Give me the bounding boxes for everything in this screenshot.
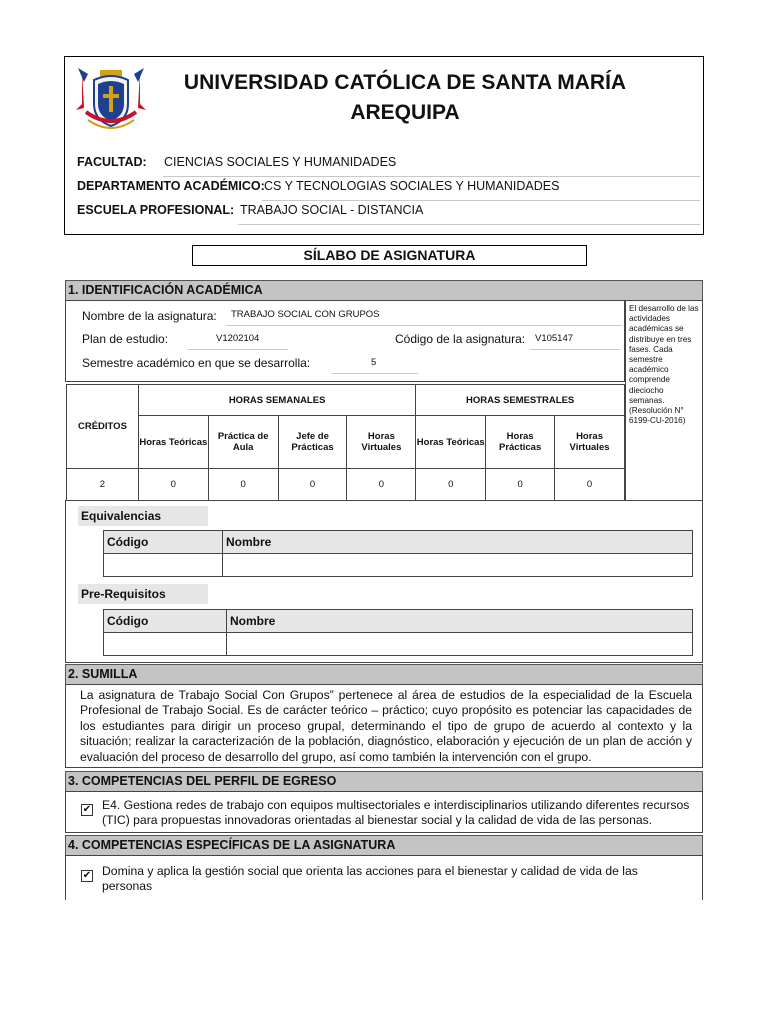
- section3-header: 3. COMPETENCIAS DEL PERFIL DE EGRESO: [65, 771, 703, 792]
- col-horas-practicas-sem: Horas Prácticas: [486, 416, 555, 469]
- equivalencias-nombre-cell: [223, 554, 693, 577]
- horas-semanales-header: HORAS SEMANALES: [138, 385, 415, 416]
- semestre-underline: [332, 373, 418, 374]
- value-practica-aula: 0: [208, 469, 278, 501]
- escuela-label: ESCUELA PROFESIONAL:: [77, 203, 235, 217]
- col-jefe-practicas: Jefe de Prácticas: [278, 416, 347, 469]
- col-horas-teoricas: Horas Teóricas: [138, 416, 208, 469]
- col-horas-virtuales: Horas Virtuales: [347, 416, 416, 469]
- value-jefe-practicas: 0: [278, 469, 347, 501]
- facultad-row: [77, 155, 397, 169]
- university-name: UNIVERSIDAD CATÓLICA DE SANTA MARÍA: [183, 71, 627, 94]
- escuela-row: [77, 203, 424, 217]
- university-title: [140, 68, 670, 128]
- plan-label: Plan de estudio:: [82, 332, 169, 346]
- horas-semestrales-header: HORAS SEMESTRALES: [416, 385, 625, 416]
- nombre-underline: [226, 325, 622, 326]
- departamento-row: [77, 179, 560, 193]
- escuela-underline: [238, 224, 700, 225]
- value-horas-teoricas: 0: [138, 469, 208, 501]
- value-horas-teoricas-sem: 0: [416, 469, 486, 501]
- col-horas-teoricas-sem: Horas Teóricas: [416, 416, 486, 469]
- departamento-value: CS Y TECNOLOGIAS SOCIALES Y HUMANIDADES: [264, 179, 560, 193]
- sumilla-text: La asignatura de Trabajo Social Con Grupos” pertenece al área de estudios de la especialidad de la Escuela Profesional de Trabajo Social. Es de carácter teórico – práctico; cuyo propósito es potenciar las capacidades de los estudiantes para dirigir un proceso grupal, determinando el tipo de grupo de acuerdo al contexto y la situación; realizar la caracterización de la población, diagnóstico, elaboración y ejecución de un plan de acción y evaluación del proceso de desarrollo del grupo, así como también la intervención con el grupo.: [80, 688, 692, 764]
- facultad-label: FACULTAD:: [77, 155, 147, 169]
- value-horas-virtuales-sem: 0: [555, 469, 625, 501]
- semestre-value: 5: [371, 357, 377, 368]
- competencia-egreso-item: E4. Gestiona redes de trabajo con equipos multisectoriales e interdisciplinarios utilizando diferentes recursos (TIC) para propuestas innovadoras orientadas al bienestar social y la calidad de vida de las personas.: [102, 798, 690, 828]
- side-note: El desarrollo de las actividades académicas se distribuye en tres fases. Cada semestre académico comprende dieciocho semanas. (Resolución N° 6199-CU-2016): [629, 304, 699, 426]
- prerequisitos-codigo-cell: [104, 633, 227, 656]
- nombre-label: Nombre de la asignatura:: [82, 309, 217, 323]
- prerequisitos-codigo-col: Código: [104, 610, 227, 633]
- document-title: SÍLABO DE ASIGNATURA: [192, 245, 587, 266]
- plan-value: V1202104: [216, 333, 260, 344]
- competencia-especifica-item: Domina y aplica la gestión social que orienta las acciones para el bienestar y calidad de vida de las personas: [102, 864, 638, 894]
- section1-header: 1. IDENTIFICACIÓN ACADÉMICA: [65, 280, 703, 301]
- col-practica-aula: Práctica de Aula: [208, 416, 278, 469]
- equivalencias-codigo-cell: [104, 554, 223, 577]
- equivalencias-nombre-col: Nombre: [223, 531, 693, 554]
- facultad-underline: [163, 176, 700, 177]
- codigo-underline: [530, 349, 620, 350]
- value-creditos: 2: [67, 469, 139, 501]
- col-horas-virtuales-sem: Horas Virtuales: [555, 416, 625, 469]
- prerequisitos-label: Pre-Requisitos: [78, 584, 208, 604]
- checkbox-checked-icon: ✔: [82, 870, 92, 881]
- codigo-value: V105147: [535, 333, 574, 344]
- prerequisitos-table: [103, 609, 693, 656]
- prerequisitos-nombre-col: Nombre: [227, 610, 693, 633]
- departamento-label: DEPARTAMENTO ACADÉMICO:: [77, 179, 265, 193]
- creditos-header: CRÉDITOS: [67, 385, 139, 469]
- escuela-value: TRABAJO SOCIAL - DISTANCIA: [240, 203, 424, 217]
- plan-underline: [188, 349, 288, 350]
- codigo-label: Código de la asignatura:: [395, 332, 526, 346]
- university-crest-logo: [74, 64, 148, 136]
- checkbox-checked-icon: ✔: [82, 804, 92, 815]
- value-horas-practicas-sem: 0: [486, 469, 555, 501]
- section2-header: 2. SUMILLA: [65, 664, 703, 685]
- value-horas-virtuales: 0: [347, 469, 416, 501]
- equivalencias-table: [103, 530, 693, 577]
- equivalencias-codigo-col: Código: [104, 531, 223, 554]
- semestre-label: Semestre académico en que se desarrolla:: [82, 356, 311, 370]
- departamento-underline: [262, 200, 700, 201]
- facultad-value: CIENCIAS SOCIALES Y HUMANIDADES: [164, 155, 397, 169]
- section4-header: 4. COMPETENCIAS ESPECÍFICAS DE LA ASIGNATURA: [65, 835, 703, 856]
- hours-table: [66, 384, 625, 501]
- prerequisitos-nombre-cell: [227, 633, 693, 656]
- nombre-value: TRABAJO SOCIAL CON GRUPOS: [231, 309, 380, 320]
- equivalencias-label: Equivalencias: [78, 506, 208, 526]
- university-city: AREQUIPA: [350, 101, 460, 124]
